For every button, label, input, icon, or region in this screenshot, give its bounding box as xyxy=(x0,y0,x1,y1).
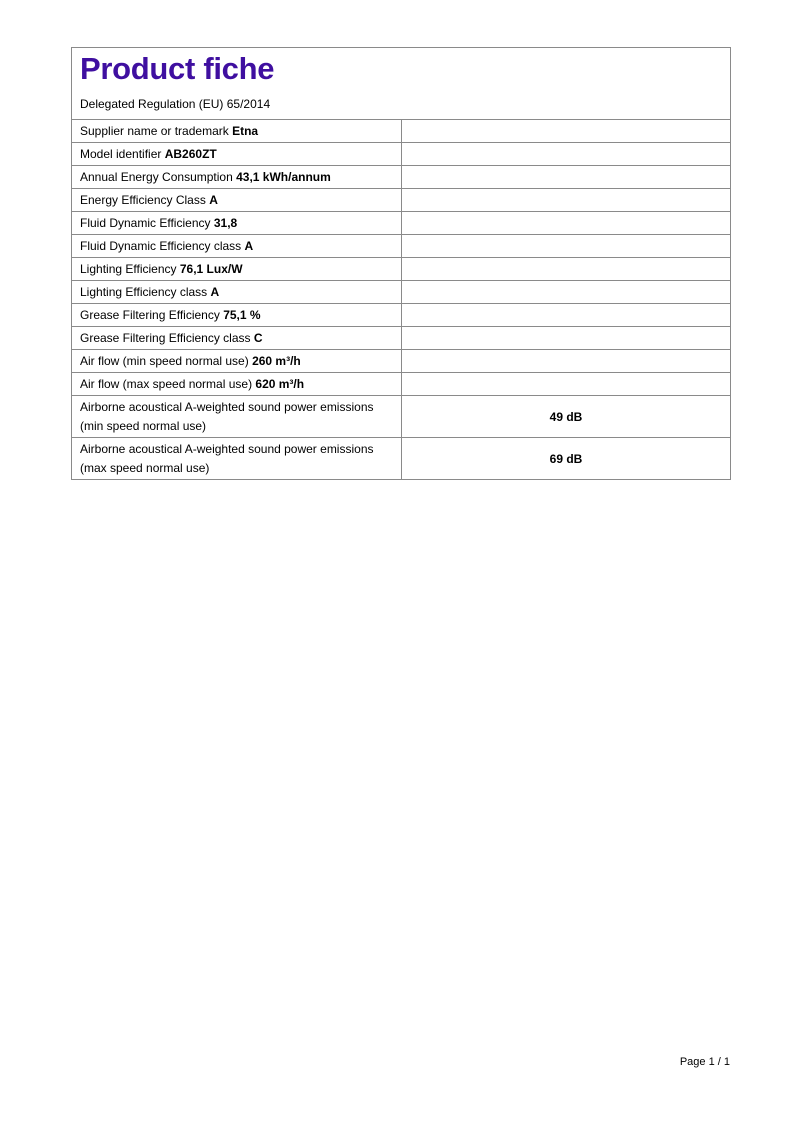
row-label-cell xyxy=(72,350,402,373)
page-number: Page 1 / 1 xyxy=(679,1056,730,1068)
row-value: 75,1 % xyxy=(223,308,261,322)
fiche-header xyxy=(72,48,730,120)
table-row xyxy=(72,304,730,327)
row-label-cell xyxy=(72,166,402,189)
table-row xyxy=(72,281,730,304)
row-label-cell xyxy=(72,281,402,304)
row-right-value xyxy=(402,120,731,143)
row-right-value xyxy=(402,258,731,281)
row-label-cell xyxy=(72,212,402,235)
row-label: Airborne acoustical A-weighted sound power emissions (min speed normal use) xyxy=(80,400,374,433)
row-label: Fluid Dynamic Efficiency class xyxy=(80,239,242,253)
table-row xyxy=(72,212,730,235)
row-label-cell xyxy=(72,189,402,212)
row-right-value xyxy=(402,373,731,396)
row-label-cell xyxy=(72,396,402,438)
row-right-value xyxy=(402,212,731,235)
row-value: 620 m³/h xyxy=(255,377,305,391)
row-right-value: 49 dB xyxy=(402,396,731,438)
row-label-cell xyxy=(72,120,402,143)
row-right-value xyxy=(402,143,731,166)
row-label-cell xyxy=(72,258,402,281)
row-label: Supplier name or trademark xyxy=(80,124,229,138)
table-row xyxy=(72,350,730,373)
product-fiche-sheet xyxy=(71,47,731,480)
fiche-table xyxy=(72,120,730,479)
row-value: Etna xyxy=(232,124,259,138)
row-value: C xyxy=(253,331,263,345)
row-label: Annual Energy Consumption xyxy=(80,170,233,184)
table-row xyxy=(72,327,730,350)
row-value: A xyxy=(244,239,254,253)
row-label: Lighting Efficiency class xyxy=(80,285,208,299)
row-right-value xyxy=(402,350,731,373)
row-label: Model identifier xyxy=(80,147,162,161)
table-row xyxy=(72,143,730,166)
table-row xyxy=(72,235,730,258)
row-label: Air flow (min speed normal use) xyxy=(80,354,249,368)
table-row xyxy=(72,166,730,189)
row-value: 31,8 xyxy=(213,216,238,230)
row-label: Grease Filtering Efficiency xyxy=(80,308,220,322)
table-row xyxy=(72,396,730,438)
row-right-value xyxy=(402,166,731,189)
row-value: 76,1 Lux/W xyxy=(179,262,243,276)
row-value: AB260ZT xyxy=(164,147,217,161)
row-right-value: 69 dB xyxy=(549,451,583,466)
table-row xyxy=(72,258,730,281)
row-right-value xyxy=(402,281,731,304)
row-label: Fluid Dynamic Efficiency xyxy=(80,216,211,230)
row-right-value xyxy=(402,304,731,327)
table-row xyxy=(72,438,730,480)
row-label-cell xyxy=(72,438,402,480)
row-label-cell xyxy=(72,143,402,166)
row-label: Energy Efficiency Class xyxy=(80,193,206,207)
row-label: Airborne acoustical A-weighted sound power emissions (max speed normal use) xyxy=(80,442,374,475)
row-value: 43,1 kWh/annum xyxy=(236,170,331,184)
row-right-value xyxy=(402,235,731,258)
row-label: Air flow (max speed normal use) xyxy=(80,377,253,391)
page-title: Product fiche xyxy=(80,51,275,86)
row-label-cell xyxy=(72,304,402,327)
row-label-cell xyxy=(72,373,402,396)
regulation-subtitle: Delegated Regulation (EU) 65/2014 xyxy=(80,97,271,111)
row-right-value xyxy=(402,327,731,350)
table-row xyxy=(72,189,730,212)
row-value: A xyxy=(210,285,220,299)
row-right-value xyxy=(402,189,731,212)
row-value: 260 m³/h xyxy=(252,354,301,368)
row-label: Lighting Efficiency xyxy=(80,262,177,276)
row-label-cell xyxy=(72,327,402,350)
row-value: A xyxy=(209,193,218,207)
table-row xyxy=(72,120,730,143)
table-row xyxy=(72,373,730,396)
row-label-cell xyxy=(72,235,402,258)
row-label: Grease Filtering Efficiency class xyxy=(80,331,251,345)
